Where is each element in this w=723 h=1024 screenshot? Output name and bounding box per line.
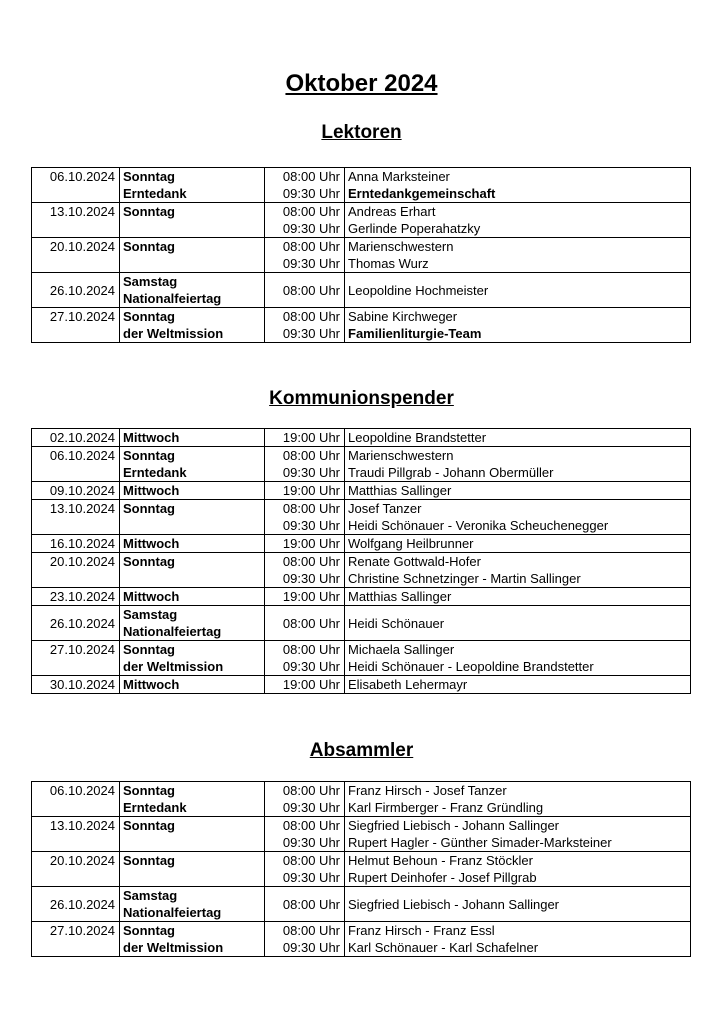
time-cell: 09:30 Uhr — [265, 939, 345, 957]
table-row — [32, 464, 691, 482]
day-cell: Sonntag — [120, 782, 265, 800]
page-title: Oktober 2024 — [285, 70, 438, 97]
date-cell — [32, 185, 120, 203]
table-row — [32, 641, 691, 659]
table-row — [32, 325, 691, 343]
name-cell: Siegfried Liebisch - Johann Sallinger — [345, 887, 691, 922]
table-row — [32, 168, 691, 186]
date-cell: 06.10.2024 — [32, 168, 120, 186]
time-cell: 09:30 Uhr — [265, 517, 345, 535]
day-cell: Sonntag — [120, 852, 265, 870]
day-cell — [120, 606, 265, 641]
name-cell: Anna Marksteiner — [345, 168, 691, 186]
time-cell: 09:30 Uhr — [265, 220, 345, 238]
time-cell: 09:30 Uhr — [265, 658, 345, 676]
name-cell: Sabine Kirchweger — [345, 308, 691, 326]
table-row — [32, 500, 691, 518]
day-cell: Mittwoch — [120, 588, 265, 606]
date-cell: 30.10.2024 — [32, 676, 120, 694]
table-row — [32, 570, 691, 588]
time-cell: 08:00 Uhr — [265, 273, 345, 308]
name-cell: Christine Schnetzinger - Martin Sallinger — [345, 570, 691, 588]
table-row — [32, 482, 691, 500]
name-cell: Rupert Hagler - Günther Simader-Marksteiner — [345, 834, 691, 852]
time-cell: 09:30 Uhr — [265, 464, 345, 482]
table-row — [32, 429, 691, 447]
time-cell: 09:30 Uhr — [265, 799, 345, 817]
day-cell: Sonntag — [120, 922, 265, 940]
section-title-kommunionspender: Kommunionspender — [269, 388, 454, 409]
day-cell — [120, 220, 265, 238]
date-cell: 09.10.2024 — [32, 482, 120, 500]
time-cell: 08:00 Uhr — [265, 308, 345, 326]
day-cell — [120, 517, 265, 535]
day-cell — [120, 834, 265, 852]
day-cell — [120, 869, 265, 887]
name-cell: Rupert Deinhofer - Josef Pillgrab — [345, 869, 691, 887]
name-cell: Marienschwestern — [345, 447, 691, 465]
day-label: Nationalfeiertag — [123, 905, 222, 920]
time-cell: 09:30 Uhr — [265, 255, 345, 273]
date-cell: 13.10.2024 — [32, 500, 120, 518]
day-cell: Sonntag — [120, 553, 265, 571]
day-cell: der Weltmission — [120, 939, 265, 957]
table-row — [32, 922, 691, 940]
date-cell — [32, 834, 120, 852]
date-cell: 02.10.2024 — [32, 429, 120, 447]
date-cell: 13.10.2024 — [32, 203, 120, 221]
section-title-absammler: Absammler — [309, 740, 414, 761]
name-cell: Heidi Schönauer - Leopoldine Brandstetter — [345, 658, 691, 676]
date-cell — [32, 255, 120, 273]
day-cell: Erntedank — [120, 185, 265, 203]
day-cell: Sonntag — [120, 447, 265, 465]
name-cell: Andreas Erhart — [345, 203, 691, 221]
time-cell: 19:00 Uhr — [265, 482, 345, 500]
name-cell: Josef Tanzer — [345, 500, 691, 518]
day-cell — [120, 255, 265, 273]
name-cell: Michaela Sallinger — [345, 641, 691, 659]
date-cell: 26.10.2024 — [32, 606, 120, 641]
day-cell: Mittwoch — [120, 535, 265, 553]
time-cell: 19:00 Uhr — [265, 535, 345, 553]
date-cell: 26.10.2024 — [32, 887, 120, 922]
day-cell: Sonntag — [120, 641, 265, 659]
name-cell: Heidi Schönauer — [345, 606, 691, 641]
time-cell: 09:30 Uhr — [265, 325, 345, 343]
time-cell: 09:30 Uhr — [265, 834, 345, 852]
time-cell: 09:30 Uhr — [265, 185, 345, 203]
name-cell: Thomas Wurz — [345, 255, 691, 273]
day-cell: der Weltmission — [120, 658, 265, 676]
day-cell: Erntedank — [120, 464, 265, 482]
day-label: Samstag — [123, 607, 178, 622]
table-row — [32, 782, 691, 800]
time-cell: 19:00 Uhr — [265, 588, 345, 606]
date-cell: 20.10.2024 — [32, 852, 120, 870]
day-cell: Sonntag — [120, 203, 265, 221]
date-cell: 27.10.2024 — [32, 641, 120, 659]
time-cell: 19:00 Uhr — [265, 429, 345, 447]
kommunionspender-table — [31, 428, 691, 694]
name-cell: Karl Firmberger - Franz Gründling — [345, 799, 691, 817]
date-cell: 27.10.2024 — [32, 308, 120, 326]
date-cell: 20.10.2024 — [32, 238, 120, 256]
day-cell — [120, 887, 265, 922]
table-row — [32, 203, 691, 221]
name-cell: Gerlinde Poperahatzky — [345, 220, 691, 238]
date-cell — [32, 869, 120, 887]
name-cell: Elisabeth Lehermayr — [345, 676, 691, 694]
name-cell: Karl Schönauer - Karl Schafelner — [345, 939, 691, 957]
day-label: Samstag — [123, 274, 178, 289]
table-row — [32, 447, 691, 465]
table-row — [32, 220, 691, 238]
day-cell: Sonntag — [120, 308, 265, 326]
date-cell: 23.10.2024 — [32, 588, 120, 606]
date-cell: 26.10.2024 — [32, 273, 120, 308]
day-label: Nationalfeiertag — [123, 624, 222, 639]
table-row — [32, 588, 691, 606]
table-row — [32, 676, 691, 694]
name-cell: Franz Hirsch - Franz Essl — [345, 922, 691, 940]
name-cell: Heidi Schönauer - Veronika Scheuchenegger — [345, 517, 691, 535]
date-cell: 06.10.2024 — [32, 782, 120, 800]
table-row — [32, 658, 691, 676]
name-cell: Helmut Behoun - Franz Stöckler — [345, 852, 691, 870]
time-cell: 08:00 Uhr — [265, 817, 345, 835]
name-cell: Matthias Sallinger — [345, 588, 691, 606]
day-cell — [120, 273, 265, 308]
time-cell: 08:00 Uhr — [265, 553, 345, 571]
table-row — [32, 939, 691, 957]
time-cell: 09:30 Uhr — [265, 570, 345, 588]
day-cell: Mittwoch — [120, 482, 265, 500]
day-label: Nationalfeiertag — [123, 291, 222, 306]
time-cell: 08:00 Uhr — [265, 168, 345, 186]
time-cell: 08:00 Uhr — [265, 641, 345, 659]
date-cell — [32, 464, 120, 482]
section-title-lektoren: Lektoren — [321, 122, 402, 143]
date-cell: 06.10.2024 — [32, 447, 120, 465]
table-row — [32, 238, 691, 256]
time-cell: 08:00 Uhr — [265, 606, 345, 641]
time-cell: 19:00 Uhr — [265, 676, 345, 694]
name-cell: Siegfried Liebisch - Johann Sallinger — [345, 817, 691, 835]
time-cell: 08:00 Uhr — [265, 782, 345, 800]
time-cell: 08:00 Uhr — [265, 447, 345, 465]
date-cell — [32, 799, 120, 817]
day-cell: Sonntag — [120, 500, 265, 518]
table-row — [32, 852, 691, 870]
day-cell: Sonntag — [120, 238, 265, 256]
time-cell: 08:00 Uhr — [265, 887, 345, 922]
date-cell — [32, 325, 120, 343]
name-cell: Traudi Pillgrab - Johann Obermüller — [345, 464, 691, 482]
day-label: Samstag — [123, 888, 178, 903]
date-cell — [32, 517, 120, 535]
table-row — [32, 185, 691, 203]
date-cell — [32, 658, 120, 676]
table-row — [32, 799, 691, 817]
time-cell: 08:00 Uhr — [265, 203, 345, 221]
time-cell: 09:30 Uhr — [265, 869, 345, 887]
time-cell: 08:00 Uhr — [265, 238, 345, 256]
day-cell: Sonntag — [120, 817, 265, 835]
day-cell: Mittwoch — [120, 676, 265, 694]
time-cell: 08:00 Uhr — [265, 852, 345, 870]
date-cell — [32, 570, 120, 588]
table-row — [32, 535, 691, 553]
name-cell: Wolfgang Heilbrunner — [345, 535, 691, 553]
day-cell: Erntedank — [120, 799, 265, 817]
date-cell: 16.10.2024 — [32, 535, 120, 553]
date-cell — [32, 220, 120, 238]
date-cell — [32, 939, 120, 957]
name-cell: Leopoldine Hochmeister — [345, 273, 691, 308]
table-row — [32, 817, 691, 835]
date-cell: 13.10.2024 — [32, 817, 120, 835]
table-row — [32, 869, 691, 887]
name-cell: Renate Gottwald-Hofer — [345, 553, 691, 571]
table-row — [32, 553, 691, 571]
day-cell: der Weltmission — [120, 325, 265, 343]
day-cell: Sonntag — [120, 168, 265, 186]
name-cell: Familienliturgie-Team — [345, 325, 691, 343]
table-row — [32, 308, 691, 326]
lektoren-table — [31, 167, 691, 343]
table-row — [32, 834, 691, 852]
date-cell: 27.10.2024 — [32, 922, 120, 940]
table-row — [32, 517, 691, 535]
day-cell — [120, 570, 265, 588]
table-row — [32, 255, 691, 273]
date-cell: 20.10.2024 — [32, 553, 120, 571]
time-cell: 08:00 Uhr — [265, 500, 345, 518]
name-cell: Erntedankgemeinschaft — [345, 185, 691, 203]
day-cell: Mittwoch — [120, 429, 265, 447]
name-cell: Franz Hirsch - Josef Tanzer — [345, 782, 691, 800]
name-cell: Matthias Sallinger — [345, 482, 691, 500]
name-cell: Leopoldine Brandstetter — [345, 429, 691, 447]
absammler-table — [31, 781, 691, 957]
name-cell: Marienschwestern — [345, 238, 691, 256]
time-cell: 08:00 Uhr — [265, 922, 345, 940]
